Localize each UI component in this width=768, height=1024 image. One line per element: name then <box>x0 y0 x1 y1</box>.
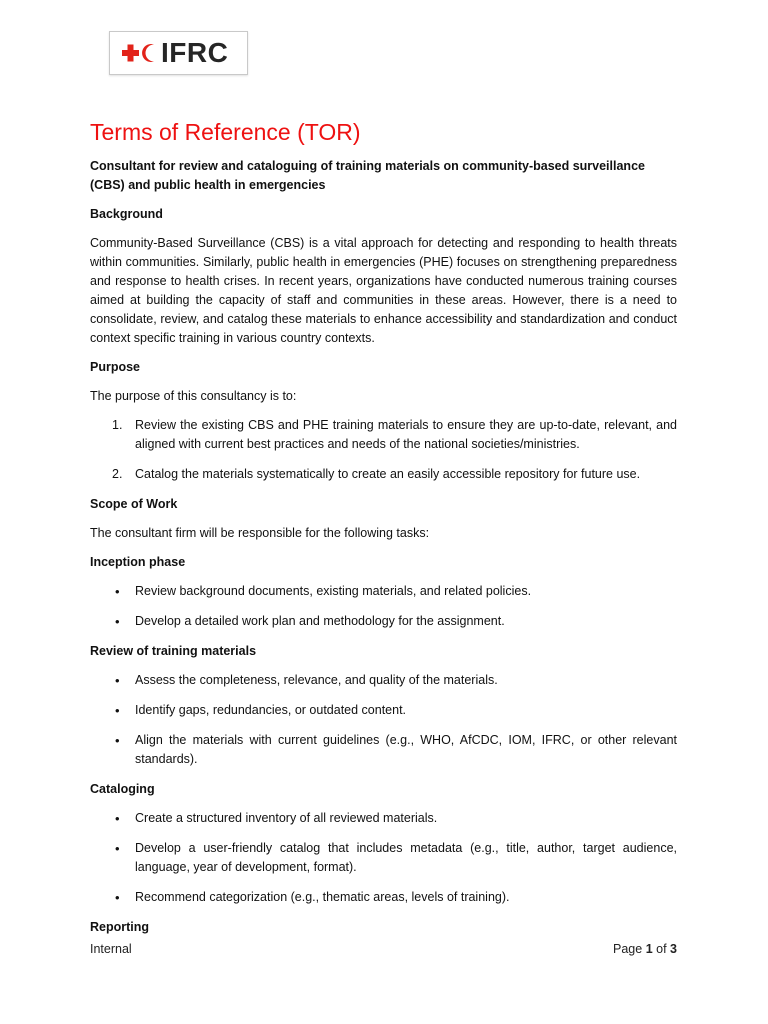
review-heading: Review of training materials <box>90 644 257 658</box>
inception-heading: Inception phase <box>90 555 186 569</box>
inception-list <box>90 582 677 631</box>
bullet-icon: • <box>115 584 120 599</box>
list-item <box>90 839 677 877</box>
list-item-text: Create a structured inventory of all reviewed materials. <box>135 811 438 825</box>
reporting-heading: Reporting <box>90 920 150 934</box>
bullet-icon: • <box>115 890 120 905</box>
list-item-text: Review the existing CBS and PHE training materials to ensure they are up-to-date, relevant, and aligned with current best practices and needs of the national societies/ministries. <box>135 418 677 451</box>
list-item <box>90 701 677 720</box>
list-item-text: Develop a detailed work plan and methodology for the assignment. <box>135 614 505 628</box>
bullet-icon: • <box>115 811 120 826</box>
cataloging-list <box>90 809 677 907</box>
list-item-text: Identify gaps, redundancies, or outdated content. <box>135 703 407 717</box>
page-current: 1 <box>645 942 653 956</box>
logo-text: IFRC <box>161 37 229 68</box>
list-item-text: Review background documents, existing materials, and related policies. <box>135 584 532 598</box>
list-number: 2. <box>112 467 123 481</box>
background-text: Community-Based Surveillance (CBS) is a vital approach for detecting and responding to health threats within communities. Similarly, public health in emergencies (PHE) focuses on strengthening preparedness and response to health crises. In recent years, organizations have conducted numerous training courses aimed at building the capacity of staff and communities in these areas. However, there is a need to consolidate, review, and catalog these materials to enhance accessibility and standardization and conduct context specific training in various country contexts. <box>90 236 677 345</box>
cataloging-heading: Cataloging <box>90 782 155 796</box>
bullet-icon: • <box>115 673 120 688</box>
page-of: of <box>656 942 667 956</box>
document-subtitle: Consultant for review and cataloguing of training materials on community-based surveillance (CBS) and public health in emergencies <box>90 159 645 192</box>
list-item <box>90 416 677 454</box>
background-heading: Background <box>90 207 163 221</box>
review-list <box>90 671 677 769</box>
bullet-icon: • <box>115 841 120 856</box>
list-item <box>90 809 677 828</box>
list-item-text: Assess the completeness, relevance, and quality of the materials. <box>135 673 498 687</box>
page-total: 3 <box>670 942 677 956</box>
purpose-intro: The purpose of this consultancy is to: <box>90 389 297 403</box>
bullet-icon: • <box>115 733 120 748</box>
footer-page-number <box>613 942 677 956</box>
list-item <box>90 731 677 769</box>
scope-intro: The consultant firm will be responsible for the following tasks: <box>90 526 430 540</box>
list-number: 1. <box>112 418 123 432</box>
list-item-text: Catalog the materials systematically to create an easily accessible repository for future use. <box>135 467 641 481</box>
red-cross-crescent-icon <box>120 41 158 65</box>
list-item-text: Develop a user-friendly catalog that includes metadata (e.g., title, author, target audience, language, year of development, format). <box>135 841 677 874</box>
page-label: Page <box>613 942 643 956</box>
bullet-icon: • <box>115 703 120 718</box>
purpose-list <box>90 416 677 484</box>
document-body <box>90 118 677 947</box>
scope-heading: Scope of Work <box>90 497 178 511</box>
list-item <box>90 582 677 601</box>
footer-classification: Internal <box>90 942 132 956</box>
ifrc-logo <box>109 31 248 75</box>
purpose-heading: Purpose <box>90 360 141 374</box>
bullet-icon: • <box>115 614 120 629</box>
list-item <box>90 888 677 907</box>
list-item <box>90 465 677 484</box>
document-title: Terms of Reference (TOR) <box>90 119 361 145</box>
list-item <box>90 612 677 631</box>
list-item <box>90 671 677 690</box>
list-item-text: Recommend categorization (e.g., thematic areas, levels of training). <box>135 890 510 904</box>
list-item-text: Align the materials with current guidelines (e.g., WHO, AfCDC, IOM, IFRC, or other relevant standards). <box>135 733 677 766</box>
